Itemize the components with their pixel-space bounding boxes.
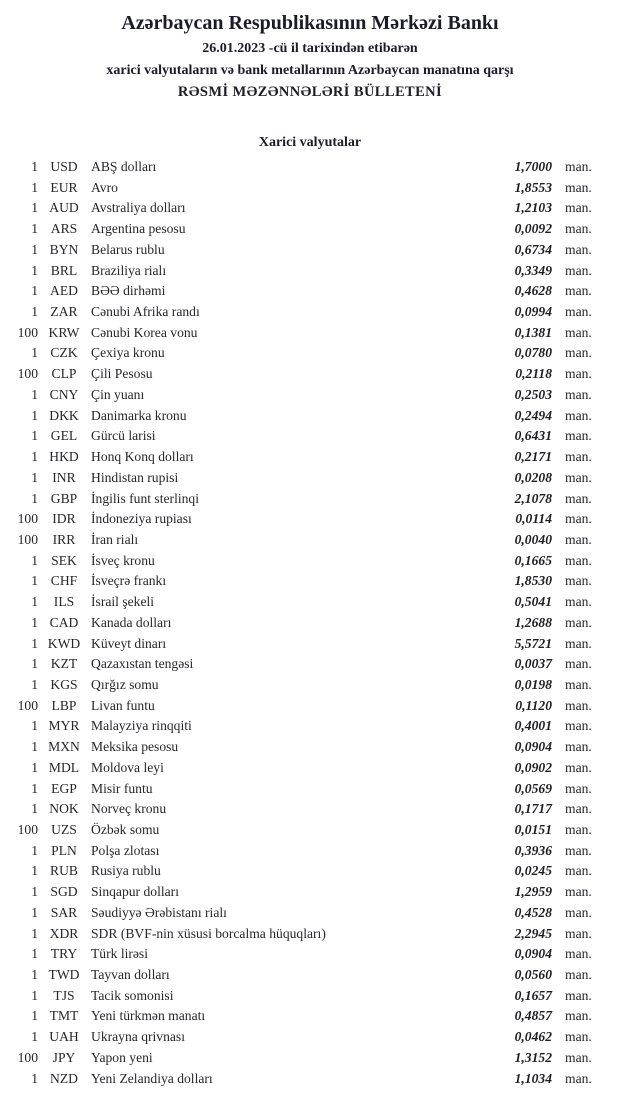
- rate-value-cell: 0,4628: [514, 283, 552, 299]
- currency-name-cell: Honq Konq dolları: [91, 449, 194, 465]
- currency-code-cell: UZS: [51, 822, 77, 837]
- rate-value-cell: 0,0245: [514, 863, 552, 879]
- rate-value-cell: 1,8553: [514, 179, 552, 195]
- table-row: [0, 426, 620, 447]
- currency-code-cell: IRR: [52, 531, 76, 547]
- currency-code-cell: BYN: [49, 241, 79, 257]
- currency-code-cell: EGP: [51, 780, 77, 796]
- rate-value-cell: 0,2494: [514, 407, 552, 423]
- rate-value-cell: 0,1717: [514, 801, 552, 817]
- bulletin-title: RƏSMİ MƏZƏNNƏLƏRİ BÜLLETENİ: [177, 84, 443, 100]
- table-row: [0, 302, 620, 323]
- unit-cell: man.: [565, 324, 592, 340]
- unit-cell: man.: [565, 842, 592, 858]
- currency-code-cell: DKK: [49, 407, 79, 423]
- table-row: [0, 468, 620, 489]
- quantity-cell: 100: [17, 1049, 38, 1065]
- quantity-cell: 100: [17, 324, 38, 340]
- currency-code-cell: MYR: [48, 718, 80, 734]
- table-row: [0, 779, 620, 800]
- rate-value-cell: 0,2118: [515, 366, 552, 382]
- currency-code-cell: XDR: [49, 925, 79, 941]
- unit-cell: man.: [565, 1070, 592, 1086]
- rate-value-cell: 0,0208: [514, 469, 552, 485]
- currency-code-cell: SAR: [50, 904, 78, 920]
- rate-value-cell: 2,2945: [514, 925, 552, 941]
- table-row: [0, 406, 620, 427]
- table-row: [0, 799, 620, 820]
- rate-value-cell: 0,6431: [514, 428, 552, 444]
- table-row: [0, 965, 620, 986]
- unit-cell: man.: [565, 159, 592, 174]
- currency-code-cell: KGS: [50, 676, 78, 692]
- quantity-cell: 1: [31, 200, 38, 216]
- rate-value-cell: 0,0904: [514, 946, 552, 962]
- currency-name-cell: ABŞ dolları: [91, 159, 157, 174]
- currency-code-cell: TMT: [49, 1008, 79, 1024]
- quantity-cell: 1: [31, 987, 38, 1003]
- currency-name-cell: Danimarka kronu: [91, 407, 187, 423]
- table-row: [0, 1006, 620, 1027]
- currency-code-cell: GEL: [50, 428, 78, 444]
- table-row: [0, 551, 620, 572]
- table-row: [0, 447, 620, 468]
- quantity-cell: 1: [31, 1008, 38, 1024]
- quantity-cell: 1: [31, 552, 38, 568]
- table-row: [0, 281, 620, 302]
- table-row: [0, 737, 620, 758]
- unit-cell: man.: [565, 739, 592, 755]
- currency-name-cell: Yeni türkmən manatı: [91, 1008, 206, 1024]
- table-row: [0, 1027, 620, 1048]
- unit-cell: man.: [565, 967, 592, 983]
- quantity-cell: 1: [31, 594, 38, 610]
- currency-name-cell: Avro: [91, 179, 118, 195]
- quantity-cell: 1: [31, 780, 38, 796]
- currency-name-cell: Yeni Zelandiya dolları: [91, 1070, 213, 1086]
- table-row: [0, 157, 620, 178]
- rate-value-cell: 0,6734: [514, 241, 552, 257]
- rate-value-cell: 0,4528: [514, 904, 552, 920]
- quantity-cell: 1: [31, 490, 38, 506]
- table-row: [0, 986, 620, 1007]
- unit-cell: man.: [565, 200, 592, 216]
- currency-code-cell: KZT: [50, 656, 78, 672]
- table-row: [0, 820, 620, 841]
- unit-cell: man.: [565, 718, 592, 734]
- quantity-cell: 1: [31, 863, 38, 879]
- unit-cell: man.: [565, 801, 592, 817]
- currency-name-cell: İsveçrə frankı: [91, 573, 167, 589]
- rate-value-cell: 1,2959: [514, 884, 552, 900]
- quantity-cell: 1: [31, 614, 38, 630]
- unit-cell: man.: [565, 221, 592, 237]
- currency-code-cell: GBP: [50, 490, 78, 506]
- unit-cell: man.: [565, 863, 592, 879]
- table-row: [0, 323, 620, 344]
- quantity-cell: 1: [31, 967, 38, 983]
- currency-name-cell: Rusiya rublu: [91, 863, 161, 879]
- currency-code-cell: ARS: [50, 221, 78, 237]
- unit-cell: man.: [565, 345, 592, 361]
- currency-code-cell: TJS: [53, 987, 75, 1003]
- currency-name-cell: Küveyt dinarı: [91, 635, 167, 651]
- currency-name-cell: Özbək somu: [91, 822, 160, 837]
- currency-code-cell: CNY: [49, 386, 79, 402]
- table-row: [0, 716, 620, 737]
- rate-value-cell: 1,7000: [514, 159, 552, 174]
- quantity-cell: 100: [17, 366, 38, 382]
- currency-name-cell: Çili Pesosu: [91, 366, 153, 382]
- unit-cell: man.: [565, 241, 592, 257]
- currency-name-cell: Gürcü larisi: [91, 428, 156, 444]
- unit-cell: man.: [565, 780, 592, 796]
- rate-value-cell: 1,1034: [514, 1070, 552, 1086]
- quantity-cell: 1: [31, 428, 38, 444]
- rate-value-cell: 0,1657: [514, 987, 552, 1003]
- currency-code-cell: AED: [50, 283, 78, 299]
- currency-code-cell: CLP: [51, 366, 77, 382]
- table-row: [0, 530, 620, 551]
- table-row: [0, 343, 620, 364]
- table-row: [0, 654, 620, 675]
- currency-name-cell: Tayvan dolları: [91, 967, 170, 983]
- unit-cell: man.: [565, 262, 592, 278]
- table-row: [0, 1069, 620, 1090]
- rate-value-cell: 2,1078: [514, 490, 552, 506]
- currency-name-cell: Meksika pesosu: [91, 739, 179, 755]
- effective-date-line: 26.01.2023 -cü il tarixindən etibarən: [202, 41, 418, 56]
- table-row: [0, 944, 620, 965]
- currency-name-cell: BƏƏ dirhəmi: [91, 283, 166, 299]
- currency-name-cell: Polşa zlotası: [91, 842, 160, 858]
- rate-value-cell: 0,3936: [514, 842, 552, 858]
- quantity-cell: 1: [31, 241, 38, 257]
- rate-value-cell: 0,0037: [514, 656, 552, 672]
- rate-value-cell: 0,5041: [514, 594, 552, 610]
- currency-code-cell: UAH: [49, 1029, 79, 1045]
- currency-code-cell: BRL: [50, 262, 78, 278]
- table-row: [0, 178, 620, 199]
- currency-code-cell: MDL: [48, 759, 80, 775]
- table-row: [0, 758, 620, 779]
- quantity-cell: 1: [31, 759, 38, 775]
- currency-code-cell: MXN: [48, 739, 80, 755]
- currency-name-cell: Səudiyyə Ərəbistanı rialı: [91, 904, 227, 920]
- currency-name-cell: İsveç kronu: [91, 552, 155, 568]
- currency-name-cell: Belarus rublu: [91, 241, 165, 257]
- quantity-cell: 100: [17, 697, 38, 713]
- currency-name-cell: Cənubi Afrika randı: [91, 304, 200, 320]
- currency-code-cell: NOK: [49, 801, 79, 817]
- unit-cell: man.: [565, 283, 592, 299]
- unit-cell: man.: [565, 449, 592, 465]
- quantity-cell: 1: [31, 1070, 38, 1086]
- rate-value-cell: 0,2503: [514, 386, 552, 402]
- unit-cell: man.: [565, 822, 592, 837]
- rate-value-cell: 0,0780: [514, 345, 552, 361]
- unit-cell: man.: [565, 490, 592, 506]
- rate-value-cell: 0,1665: [514, 552, 552, 568]
- rate-value-cell: 1,2688: [514, 614, 552, 630]
- table-row: [0, 613, 620, 634]
- quantity-cell: 1: [31, 262, 38, 278]
- currency-name-cell: Sinqapur dolları: [91, 884, 179, 900]
- table-row: [0, 571, 620, 592]
- currency-name-cell: Yapon yeni: [91, 1049, 153, 1065]
- currency-name-cell: Malayziya rinqqiti: [91, 718, 192, 734]
- currency-code-cell: AUD: [49, 200, 79, 216]
- currency-code-cell: PLN: [51, 842, 77, 858]
- quantity-cell: 1: [31, 573, 38, 589]
- unit-cell: man.: [565, 366, 592, 382]
- unit-cell: man.: [565, 469, 592, 485]
- table-row: [0, 240, 620, 261]
- unit-cell: man.: [565, 511, 592, 527]
- unit-cell: man.: [565, 407, 592, 423]
- quantity-cell: 1: [31, 946, 38, 962]
- document-header: [0, 0, 620, 101]
- quantity-cell: 1: [31, 739, 38, 755]
- section-title-foreign-currencies: Xarici valyutalar: [258, 135, 362, 150]
- unit-cell: man.: [565, 531, 592, 547]
- unit-cell: man.: [565, 676, 592, 692]
- rate-value-cell: 0,0114: [515, 511, 552, 527]
- currency-name-cell: Çexiya kronu: [91, 345, 165, 361]
- table-row: [0, 882, 620, 903]
- table-row: [0, 385, 620, 406]
- quantity-cell: 1: [31, 656, 38, 672]
- rate-value-cell: 0,2171: [514, 449, 552, 465]
- table-row: [0, 903, 620, 924]
- quantity-cell: 1: [31, 718, 38, 734]
- rate-value-cell: 0,1120: [515, 697, 552, 713]
- table-row: [0, 841, 620, 862]
- rate-value-cell: 0,4001: [514, 718, 552, 734]
- quantity-cell: 100: [17, 511, 38, 527]
- currency-name-cell: Norveç kronu: [91, 801, 167, 817]
- unit-cell: man.: [565, 904, 592, 920]
- currency-name-cell: İsrail şekeli: [91, 594, 155, 610]
- currency-code-cell: SGD: [50, 884, 78, 900]
- unit-cell: man.: [565, 987, 592, 1003]
- unit-cell: man.: [565, 759, 592, 775]
- quantity-cell: 1: [31, 345, 38, 361]
- unit-cell: man.: [565, 1029, 592, 1045]
- quantity-cell: 100: [17, 531, 38, 547]
- rate-value-cell: 1,8530: [514, 573, 552, 589]
- currency-name-cell: İran rialı: [91, 531, 139, 547]
- rate-value-cell: 0,0904: [514, 739, 552, 755]
- bank-title: Azərbaycan Respublikasının Mərkəzi Bankı: [121, 12, 499, 34]
- currency-code-cell: CZK: [50, 345, 78, 361]
- unit-cell: man.: [565, 656, 592, 672]
- quantity-cell: 1: [31, 159, 38, 174]
- currency-code-cell: KWD: [47, 635, 81, 651]
- rate-value-cell: 0,4857: [514, 1008, 552, 1024]
- exchange-rates-table: [0, 157, 620, 1089]
- currency-code-cell: TWD: [48, 967, 80, 983]
- quantity-cell: 1: [31, 1029, 38, 1045]
- currency-name-cell: Ukrayna qrivnası: [91, 1029, 185, 1045]
- currency-name-cell: Livan funtu: [91, 697, 155, 713]
- unit-cell: man.: [565, 697, 592, 713]
- currency-code-cell: JPY: [52, 1049, 76, 1065]
- quantity-cell: 1: [31, 386, 38, 402]
- currency-code-cell: ILS: [53, 594, 75, 610]
- currency-name-cell: Cənubi Korea vonu: [91, 324, 198, 340]
- currency-code-cell: USD: [50, 159, 78, 174]
- quantity-cell: 1: [31, 676, 38, 692]
- currency-code-cell: EUR: [50, 179, 78, 195]
- currency-name-cell: Çin yuanı: [91, 386, 145, 402]
- unit-cell: man.: [565, 925, 592, 941]
- table-row: [0, 364, 620, 385]
- unit-cell: man.: [565, 428, 592, 444]
- currency-name-cell: Türk lirəsi: [91, 946, 149, 962]
- quantity-cell: 1: [31, 842, 38, 858]
- currency-code-cell: NZD: [50, 1070, 78, 1086]
- rate-value-cell: 0,0569: [514, 780, 552, 796]
- currency-name-cell: İndoneziya rupiası: [91, 511, 192, 527]
- currency-code-cell: RUB: [50, 863, 78, 879]
- rate-value-cell: 1,2103: [514, 200, 552, 216]
- rate-value-cell: 0,0994: [514, 304, 552, 320]
- currency-code-cell: ZAR: [50, 304, 78, 320]
- rate-value-cell: 0,1381: [514, 324, 552, 340]
- table-row: [0, 634, 620, 655]
- rate-value-cell: 0,0092: [514, 221, 552, 237]
- quantity-cell: 1: [31, 221, 38, 237]
- unit-cell: man.: [565, 386, 592, 402]
- table-row: [0, 219, 620, 240]
- unit-cell: man.: [565, 946, 592, 962]
- quantity-cell: 100: [17, 822, 38, 837]
- currency-name-cell: Argentina pesosu: [91, 221, 186, 237]
- quantity-cell: 1: [31, 635, 38, 651]
- quantity-cell: 1: [31, 283, 38, 299]
- unit-cell: man.: [565, 614, 592, 630]
- currency-code-cell: KRW: [48, 324, 80, 340]
- currency-name-cell: Kanada dolları: [91, 614, 172, 630]
- table-row: [0, 861, 620, 882]
- currency-code-cell: SEK: [51, 552, 77, 568]
- table-row: [0, 696, 620, 717]
- currency-name-cell: SDR (BVF-nin xüsusi borcalma hüquqları): [91, 925, 326, 941]
- table-row: [0, 675, 620, 696]
- currency-name-cell: Qırğız somu: [91, 676, 159, 692]
- quantity-cell: 1: [31, 179, 38, 195]
- unit-cell: man.: [565, 1049, 592, 1065]
- table-row: [0, 924, 620, 945]
- table-row: [0, 592, 620, 613]
- unit-cell: man.: [565, 594, 592, 610]
- rate-value-cell: 5,5721: [514, 635, 552, 651]
- currency-name-cell: Braziliya rialı: [91, 262, 167, 278]
- unit-cell: man.: [565, 1008, 592, 1024]
- rate-value-cell: 0,3349: [514, 262, 552, 278]
- currency-name-cell: Tacik somonisi: [91, 987, 174, 1003]
- rate-value-cell: 0,0198: [514, 676, 552, 692]
- rate-value-cell: 0,0462: [514, 1029, 552, 1045]
- rate-value-cell: 0,0560: [514, 967, 552, 983]
- table-row: [0, 198, 620, 219]
- currency-code-cell: LBP: [51, 697, 77, 713]
- quantity-cell: 1: [31, 407, 38, 423]
- quantity-cell: 1: [31, 904, 38, 920]
- currency-name-cell: İngilis funt sterlinqi: [91, 490, 199, 506]
- currency-name-cell: Avstraliya dolları: [91, 200, 186, 216]
- table-row: [0, 1048, 620, 1069]
- unit-cell: man.: [565, 552, 592, 568]
- rate-value-cell: 0,0902: [514, 759, 552, 775]
- rate-value-cell: 0,0040: [514, 531, 552, 547]
- currency-code-cell: CAD: [49, 614, 79, 630]
- quantity-cell: 1: [31, 469, 38, 485]
- currency-code-cell: IDR: [52, 511, 76, 527]
- quantity-cell: 1: [31, 304, 38, 320]
- unit-cell: man.: [565, 179, 592, 195]
- table-row: [0, 489, 620, 510]
- currency-code-cell: HKD: [49, 449, 79, 465]
- rate-value-cell: 0,0151: [514, 822, 552, 837]
- rate-value-cell: 1,3152: [514, 1049, 552, 1065]
- unit-cell: man.: [565, 573, 592, 589]
- bulletin-subtitle: xarici valyutaların və bank metallarının Azərbaycan manatına qarşı: [106, 63, 514, 78]
- currency-code-cell: TRY: [50, 946, 78, 962]
- unit-cell: man.: [565, 884, 592, 900]
- table-row: [0, 261, 620, 282]
- table-row: [0, 509, 620, 530]
- quantity-cell: 1: [31, 925, 38, 941]
- currency-code-cell: INR: [52, 469, 76, 485]
- currency-name-cell: Qazaxıstan tengəsi: [91, 656, 194, 672]
- currency-name-cell: Hindistan rupisi: [91, 469, 179, 485]
- currency-code-cell: CHF: [50, 573, 78, 589]
- quantity-cell: 1: [31, 449, 38, 465]
- unit-cell: man.: [565, 304, 592, 320]
- quantity-cell: 1: [31, 884, 38, 900]
- unit-cell: man.: [565, 635, 592, 651]
- quantity-cell: 1: [31, 801, 38, 817]
- currency-name-cell: Misir funtu: [91, 780, 153, 796]
- currency-name-cell: Moldova leyi: [91, 759, 164, 775]
